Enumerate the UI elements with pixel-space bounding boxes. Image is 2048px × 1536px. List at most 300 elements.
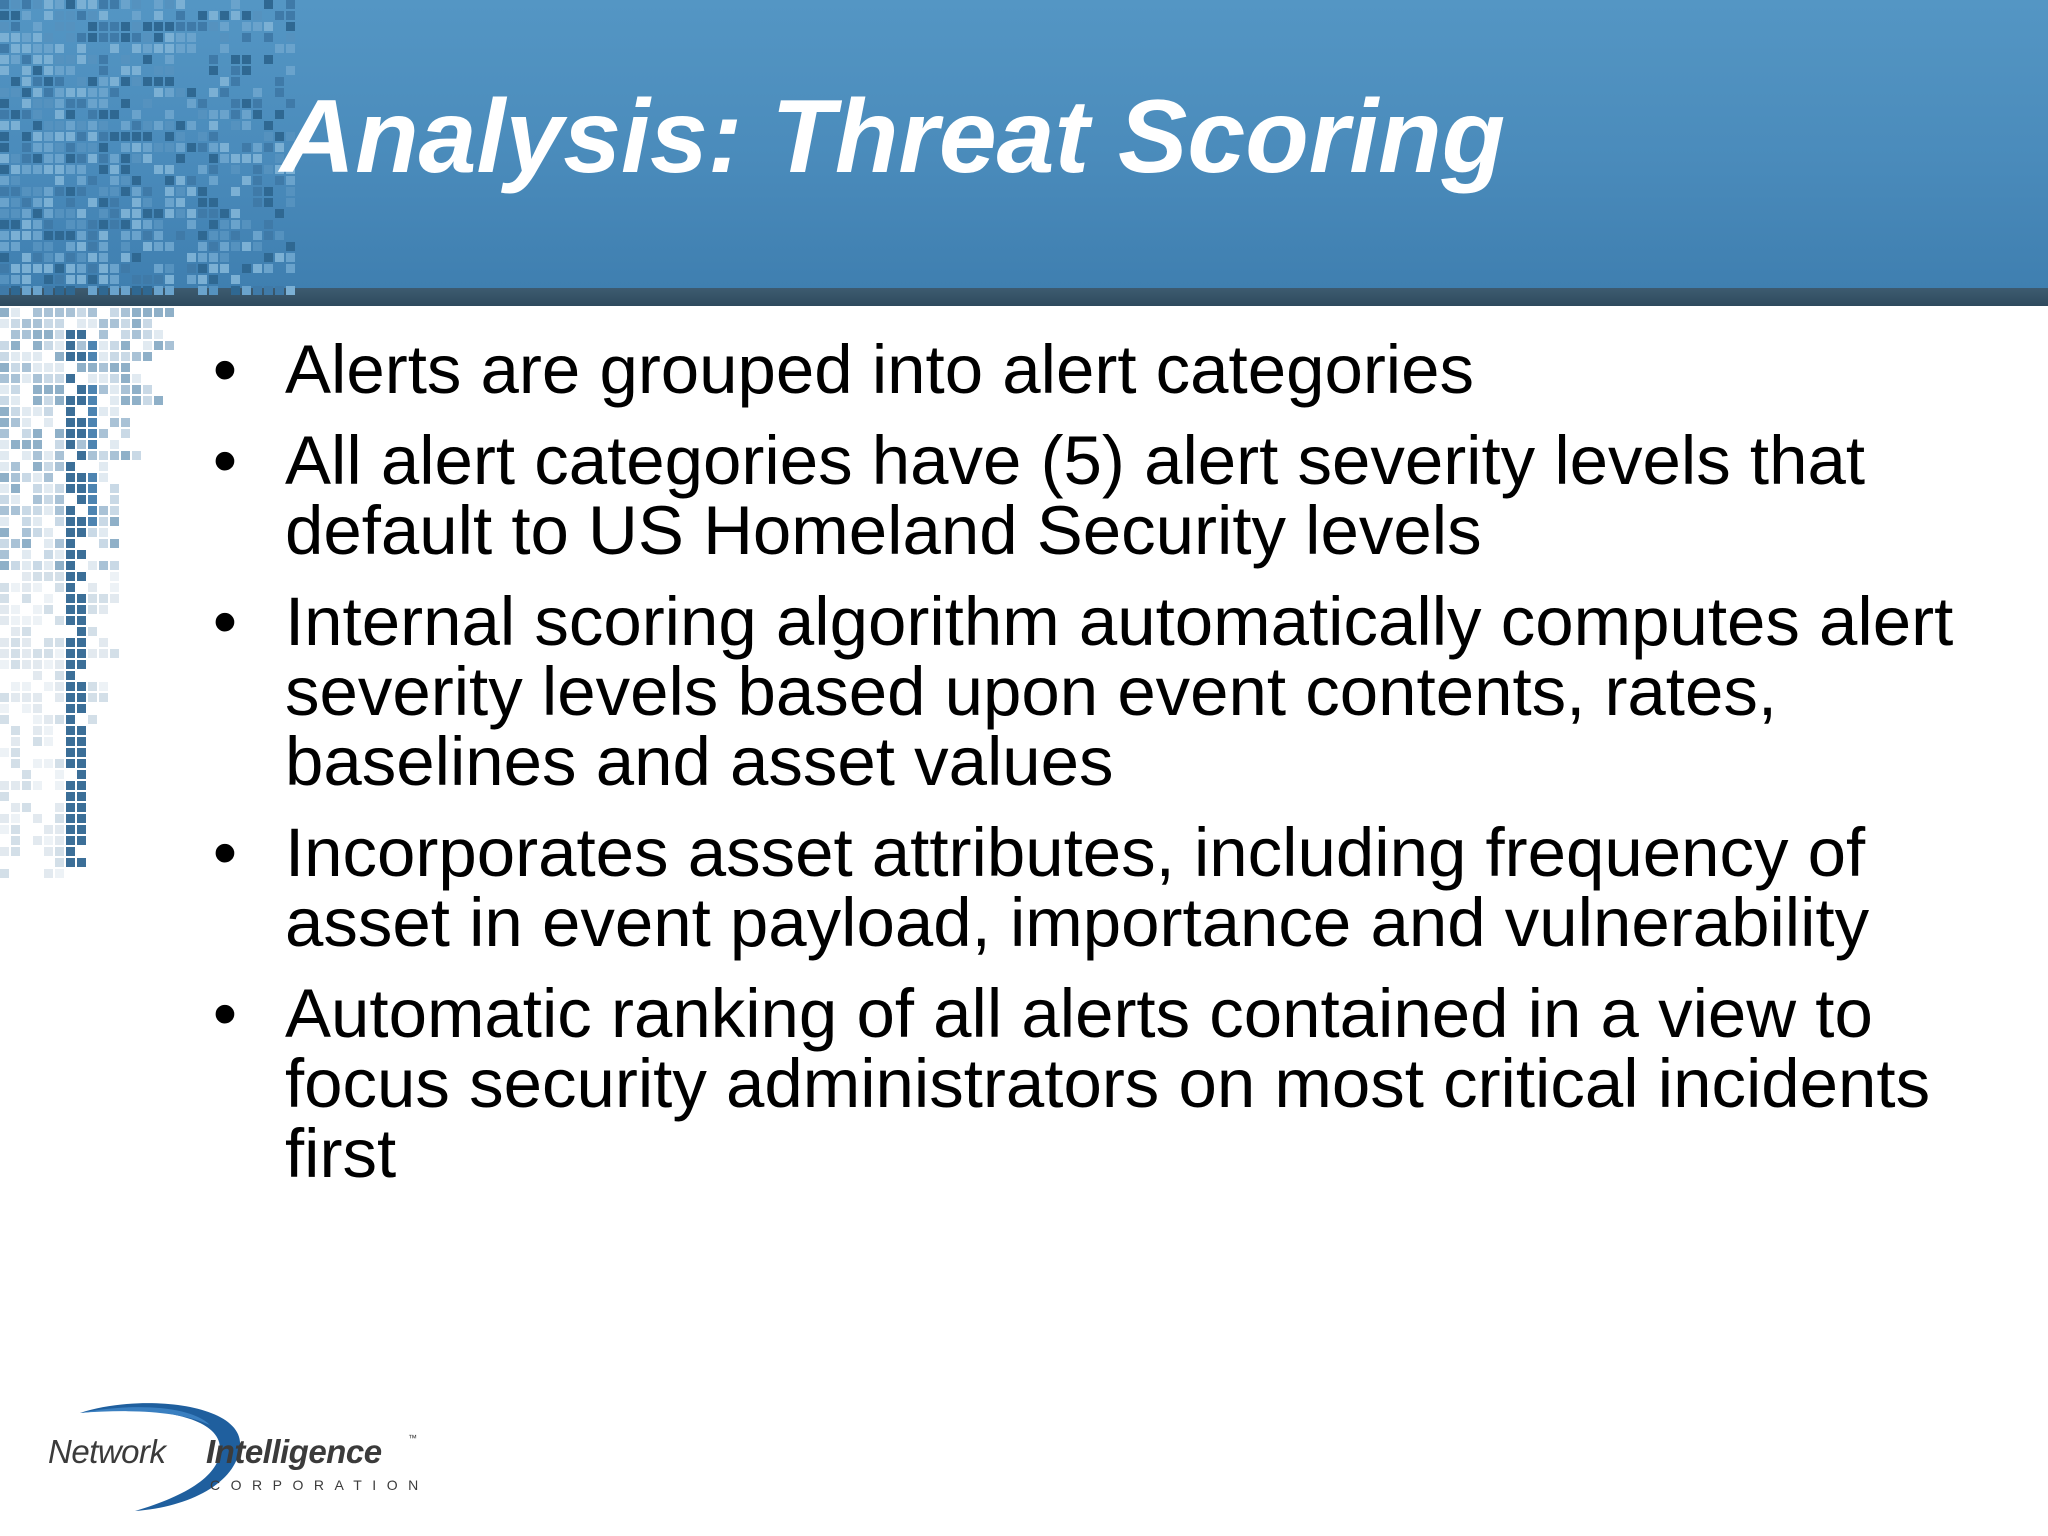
pixel-tile — [0, 528, 9, 537]
pixel-tile — [77, 825, 86, 834]
pixel-tile — [44, 495, 53, 504]
pixel-tile — [187, 88, 196, 97]
pixel-tile — [11, 627, 20, 636]
pixel-tile — [165, 198, 174, 207]
pixel-tile — [99, 22, 108, 31]
pixel-tile — [88, 429, 97, 438]
pixel-tile — [0, 704, 9, 713]
pixel-tile — [99, 429, 108, 438]
pixel-tile — [143, 308, 152, 317]
pixel-tile — [99, 275, 108, 284]
pixel-tile — [253, 99, 262, 108]
pixel-tile — [0, 396, 9, 405]
pixel-tile — [110, 77, 119, 86]
pixel-tile — [88, 649, 97, 658]
pixel-tile — [0, 385, 9, 394]
pixel-tile — [88, 88, 97, 97]
pixel-tile — [0, 506, 9, 515]
pixel-tile — [209, 22, 218, 31]
pixel-tile — [55, 187, 64, 196]
pixel-tile — [55, 759, 64, 768]
pixel-tile — [110, 319, 119, 328]
pixel-tile — [110, 495, 119, 504]
pixel-tile — [165, 88, 174, 97]
pixel-tile — [231, 220, 240, 229]
pixel-tile — [242, 143, 251, 152]
pixel-tile — [143, 121, 152, 130]
pixel-tile — [187, 22, 196, 31]
pixel-tile — [33, 726, 42, 735]
pixel-tile — [220, 231, 229, 240]
pixel-tile — [99, 242, 108, 251]
pixel-tile — [132, 451, 141, 460]
pixel-tile — [55, 869, 64, 878]
pixel-tile — [44, 286, 53, 295]
pixel-tile — [55, 110, 64, 119]
pixel-tile — [44, 539, 53, 548]
pixel-tile — [242, 121, 251, 130]
pixel-tile — [66, 660, 75, 669]
pixel-tile — [77, 792, 86, 801]
pixel-tile — [264, 198, 273, 207]
pixel-tile — [132, 121, 141, 130]
pixel-tile — [231, 110, 240, 119]
pixel-tile — [165, 341, 174, 350]
pixel-tile — [33, 121, 42, 130]
pixel-tile — [33, 737, 42, 746]
pixel-tile — [22, 418, 31, 427]
pixel-tile — [154, 44, 163, 53]
pixel-tile — [132, 176, 141, 185]
pixel-tile — [121, 55, 130, 64]
pixel-tile — [187, 220, 196, 229]
pixel-tile — [88, 396, 97, 405]
pixel-tile — [55, 286, 64, 295]
pixel-tile — [55, 550, 64, 559]
pixel-tile — [66, 517, 75, 526]
pixel-tile — [77, 495, 86, 504]
pixel-tile — [11, 561, 20, 570]
pixel-tile — [33, 165, 42, 174]
pixel-tile — [33, 88, 42, 97]
pixel-tile — [33, 231, 42, 240]
pixel-tile — [44, 418, 53, 427]
pixel-tile — [66, 539, 75, 548]
pixel-tile — [22, 330, 31, 339]
pixel-tile — [77, 176, 86, 185]
pixel-tile — [22, 561, 31, 570]
pixel-tile — [66, 594, 75, 603]
pixel-tile — [66, 55, 75, 64]
pixel-tile — [66, 11, 75, 20]
pixel-tile — [11, 22, 20, 31]
pixel-tile — [11, 121, 20, 130]
pixel-tile — [154, 77, 163, 86]
pixel-tile — [0, 99, 9, 108]
pixel-tile — [110, 418, 119, 427]
pixel-tile — [55, 154, 64, 163]
pixel-tile — [198, 264, 207, 273]
pixel-tile — [55, 858, 64, 867]
pixel-tile — [44, 44, 53, 53]
pixel-tile — [275, 286, 284, 295]
pixel-tile — [88, 0, 97, 9]
pixel-tile — [121, 253, 130, 262]
pixel-tile — [77, 99, 86, 108]
bullet-text: Automatic ranking of all alerts contained in a view to focus security administrators on most critical incidents first — [285, 975, 1931, 1192]
pixel-tile — [44, 649, 53, 658]
pixel-tile — [0, 55, 9, 64]
pixel-tile — [33, 198, 42, 207]
pixel-tile — [22, 572, 31, 581]
pixel-tile — [11, 759, 20, 768]
pixel-tile — [11, 275, 20, 284]
pixel-tile — [55, 682, 64, 691]
pixel-tile — [22, 517, 31, 526]
pixel-tile — [110, 594, 119, 603]
pixel-tile — [121, 77, 130, 86]
pixel-tile — [44, 11, 53, 20]
pixel-tile — [77, 517, 86, 526]
pixel-tile — [66, 418, 75, 427]
pixel-tile — [231, 231, 240, 240]
pixel-tile — [33, 781, 42, 790]
pixel-tile — [99, 363, 108, 372]
pixel-tile — [33, 572, 42, 581]
pixel-tile — [0, 451, 9, 460]
pixel-tile — [253, 165, 262, 174]
pixel-tile — [11, 539, 20, 548]
pixel-tile — [165, 121, 174, 130]
pixel-tile — [132, 198, 141, 207]
pixel-tile — [44, 143, 53, 152]
pixel-tile — [66, 220, 75, 229]
pixel-tile — [22, 693, 31, 702]
pixel-tile — [99, 88, 108, 97]
pixel-tile — [110, 209, 119, 218]
pixel-tile — [264, 220, 273, 229]
pixel-tile — [66, 803, 75, 812]
pixel-tile — [176, 132, 185, 141]
pixel-tile — [66, 440, 75, 449]
pixel-tile — [11, 110, 20, 119]
pixel-tile — [121, 308, 130, 317]
pixel-tile — [0, 550, 9, 559]
pixel-tile — [11, 693, 20, 702]
pixel-tile — [0, 363, 9, 372]
pixel-tile — [33, 0, 42, 9]
pixel-tile — [77, 814, 86, 823]
pixel-tile — [22, 198, 31, 207]
pixel-tile — [0, 253, 9, 262]
pixel-tile — [143, 396, 152, 405]
pixel-tile — [66, 341, 75, 350]
pixel-tile — [209, 132, 218, 141]
pixel-tile — [44, 253, 53, 262]
pixel-tile — [77, 704, 86, 713]
pixel-tile — [110, 583, 119, 592]
pixel-tile — [187, 44, 196, 53]
pixel-tile — [99, 110, 108, 119]
pixel-tile — [253, 231, 262, 240]
pixel-tile — [33, 473, 42, 482]
pixel-tile — [220, 154, 229, 163]
pixel-tile — [11, 748, 20, 757]
pixel-tile — [220, 88, 229, 97]
pixel-tile — [22, 187, 31, 196]
pixel-tile — [55, 330, 64, 339]
pixel-tile — [77, 759, 86, 768]
pixel-tile — [242, 286, 251, 295]
pixel-tile — [198, 275, 207, 284]
pixel-tile — [132, 319, 141, 328]
pixel-tile — [88, 198, 97, 207]
pixel-tile — [154, 33, 163, 42]
pixel-tile — [33, 528, 42, 537]
pixel-tile — [66, 253, 75, 262]
pixel-tile — [121, 33, 130, 42]
pixel-tile — [209, 209, 218, 218]
pixel-tile — [99, 198, 108, 207]
pixel-tile — [253, 143, 262, 152]
pixel-tile — [176, 33, 185, 42]
pixel-tile — [55, 715, 64, 724]
pixel-tile — [231, 275, 240, 284]
pixel-tile — [33, 660, 42, 669]
pixel-tile — [55, 341, 64, 350]
pixel-tile — [264, 121, 273, 130]
pixel-tile — [99, 341, 108, 350]
pixel-tile — [88, 385, 97, 394]
pixel-tile — [88, 594, 97, 603]
pixel-tile — [33, 759, 42, 768]
pixel-tile — [0, 814, 9, 823]
pixel-tile — [11, 440, 20, 449]
pixel-tile — [44, 33, 53, 42]
pixel-tile — [143, 242, 152, 251]
pixel-tile — [77, 319, 86, 328]
pixel-tile — [66, 187, 75, 196]
pixel-tile — [154, 275, 163, 284]
pixel-tile — [88, 451, 97, 460]
pixel-tile — [55, 165, 64, 174]
pixel-tile — [55, 693, 64, 702]
pixel-tile — [66, 682, 75, 691]
pixel-tile — [77, 550, 86, 559]
pixel-tile — [121, 451, 130, 460]
pixel-tile — [33, 583, 42, 592]
pixel-tile — [143, 319, 152, 328]
pixel-tile — [33, 99, 42, 108]
pixel-tile — [11, 781, 20, 790]
pixel-tile — [44, 396, 53, 405]
pixel-tile — [143, 330, 152, 339]
pixel-tile — [33, 55, 42, 64]
pixel-tile — [99, 385, 108, 394]
logo-word-intelligence: Intelligence — [206, 1433, 382, 1470]
pixel-tile — [231, 165, 240, 174]
pixel-tile — [231, 66, 240, 75]
pixel-tile — [55, 363, 64, 372]
pixel-tile — [132, 231, 141, 240]
pixel-tile — [0, 649, 9, 658]
pixel-tile — [121, 385, 130, 394]
pixel-tile — [66, 704, 75, 713]
pixel-tile — [55, 374, 64, 383]
pixel-tile — [33, 506, 42, 515]
pixel-tile — [165, 55, 174, 64]
pixel-tile — [77, 253, 86, 262]
pixel-tile — [198, 11, 207, 20]
pixel-tile — [0, 11, 9, 20]
pixel-tile — [55, 836, 64, 845]
pixel-tile — [44, 682, 53, 691]
pixel-tile — [44, 759, 53, 768]
pixel-tile — [33, 264, 42, 273]
pixel-tile — [209, 198, 218, 207]
pixel-tile — [121, 429, 130, 438]
pixel-tile — [242, 22, 251, 31]
pixel-tile — [55, 517, 64, 526]
pixel-tile — [0, 154, 9, 163]
pixel-tile — [99, 605, 108, 614]
pixel-tile — [66, 22, 75, 31]
pixel-tile — [44, 264, 53, 273]
pixel-tile — [99, 407, 108, 416]
pixel-tile — [22, 110, 31, 119]
pixel-tile — [0, 517, 9, 526]
pixel-tile — [165, 165, 174, 174]
pixel-tile — [22, 220, 31, 229]
pixel-tile — [11, 154, 20, 163]
pixel-tile — [22, 583, 31, 592]
pixel-tile — [88, 132, 97, 141]
pixel-tile — [22, 539, 31, 548]
pixel-tile — [55, 143, 64, 152]
pixel-tile — [154, 220, 163, 229]
pixel-tile — [99, 132, 108, 141]
bullet-text: Alerts are grouped into alert categories — [285, 331, 1475, 408]
pixel-tile — [66, 209, 75, 218]
slide-title: Analysis: Threat Scoring — [280, 79, 1506, 195]
pixel-tile — [242, 55, 251, 64]
pixel-tile — [121, 242, 130, 251]
pixel-tile — [55, 660, 64, 669]
pixel-tile — [44, 0, 53, 9]
pixel-tile — [55, 429, 64, 438]
pixel-tile — [0, 0, 9, 9]
pixel-tile — [286, 44, 295, 53]
bullet-marker: • — [212, 975, 238, 1052]
pixel-tile — [110, 220, 119, 229]
pixel-tile — [77, 616, 86, 625]
pixel-tile — [143, 187, 152, 196]
pixel-tile — [44, 847, 53, 856]
pixel-tile — [55, 385, 64, 394]
pixel-tile — [110, 407, 119, 416]
pixel-tile — [264, 187, 273, 196]
pixel-tile — [110, 341, 119, 350]
pixel-tile — [99, 55, 108, 64]
pixel-tile — [143, 143, 152, 152]
pixel-tile — [66, 506, 75, 515]
pixel-tile — [11, 242, 20, 251]
pixel-tile — [22, 407, 31, 416]
pixel-tile — [77, 209, 86, 218]
pixel-tile — [253, 187, 262, 196]
pixel-tile — [154, 22, 163, 31]
pixel-tile — [33, 242, 42, 251]
pixel-tile — [55, 781, 64, 790]
pixel-tile — [44, 605, 53, 614]
pixel-tile — [121, 363, 130, 372]
pixel-tile — [55, 440, 64, 449]
pixel-tile — [176, 231, 185, 240]
pixel-tile — [209, 110, 218, 119]
pixel-tile — [99, 0, 108, 9]
pixel-tile — [110, 33, 119, 42]
pixel-tile — [121, 0, 130, 9]
pixel-tile — [121, 154, 130, 163]
pixel-tile — [44, 308, 53, 317]
pixel-tile — [66, 330, 75, 339]
pixel-tile — [143, 286, 152, 295]
pixel-tile — [198, 165, 207, 174]
pixel-tile — [121, 330, 130, 339]
pixel-tile — [11, 396, 20, 405]
pixel-tile — [0, 33, 9, 42]
pixel-tile — [77, 649, 86, 658]
pixel-tile — [11, 231, 20, 240]
pixel-tile — [110, 396, 119, 405]
pixel-tile — [286, 253, 295, 262]
pixel-tile — [44, 330, 53, 339]
pixel-tile — [44, 572, 53, 581]
pixel-tile — [286, 22, 295, 31]
pixel-tile — [77, 55, 86, 64]
pixel-tile — [176, 154, 185, 163]
pixel-tile — [22, 319, 31, 328]
pixel-tile — [154, 0, 163, 9]
pixel-tile — [11, 352, 20, 361]
pixel-tile — [11, 418, 20, 427]
pixel-tile — [0, 715, 9, 724]
pixel-tile — [11, 165, 20, 174]
bullet-text: Internal scoring algorithm automatically computes alert severity levels based upon event contents, rates, baselines and asset values — [285, 583, 1954, 800]
bullet-text: All alert categories have (5) alert severity levels that default to US Homeland Security levels — [285, 422, 1866, 569]
pixel-tile — [44, 275, 53, 284]
pixel-tile — [0, 110, 9, 119]
pixel-tile — [77, 220, 86, 229]
pixel-tile — [88, 11, 97, 20]
pixel-tile — [22, 627, 31, 636]
pixel-tile — [88, 121, 97, 130]
pixel-tile — [11, 803, 20, 812]
pixel-tile — [121, 99, 130, 108]
pixel-tile — [143, 99, 152, 108]
pixel-tile — [55, 55, 64, 64]
pixel-tile — [242, 242, 251, 251]
pixel-tile — [110, 517, 119, 526]
pixel-tile — [132, 33, 141, 42]
pixel-tile — [143, 132, 152, 141]
pixel-tile — [0, 781, 9, 790]
pixel-tile — [121, 341, 130, 350]
pixel-tile — [198, 209, 207, 218]
pixel-tile — [66, 814, 75, 823]
pixel-tile — [121, 374, 130, 383]
pixel-tile — [11, 319, 20, 328]
